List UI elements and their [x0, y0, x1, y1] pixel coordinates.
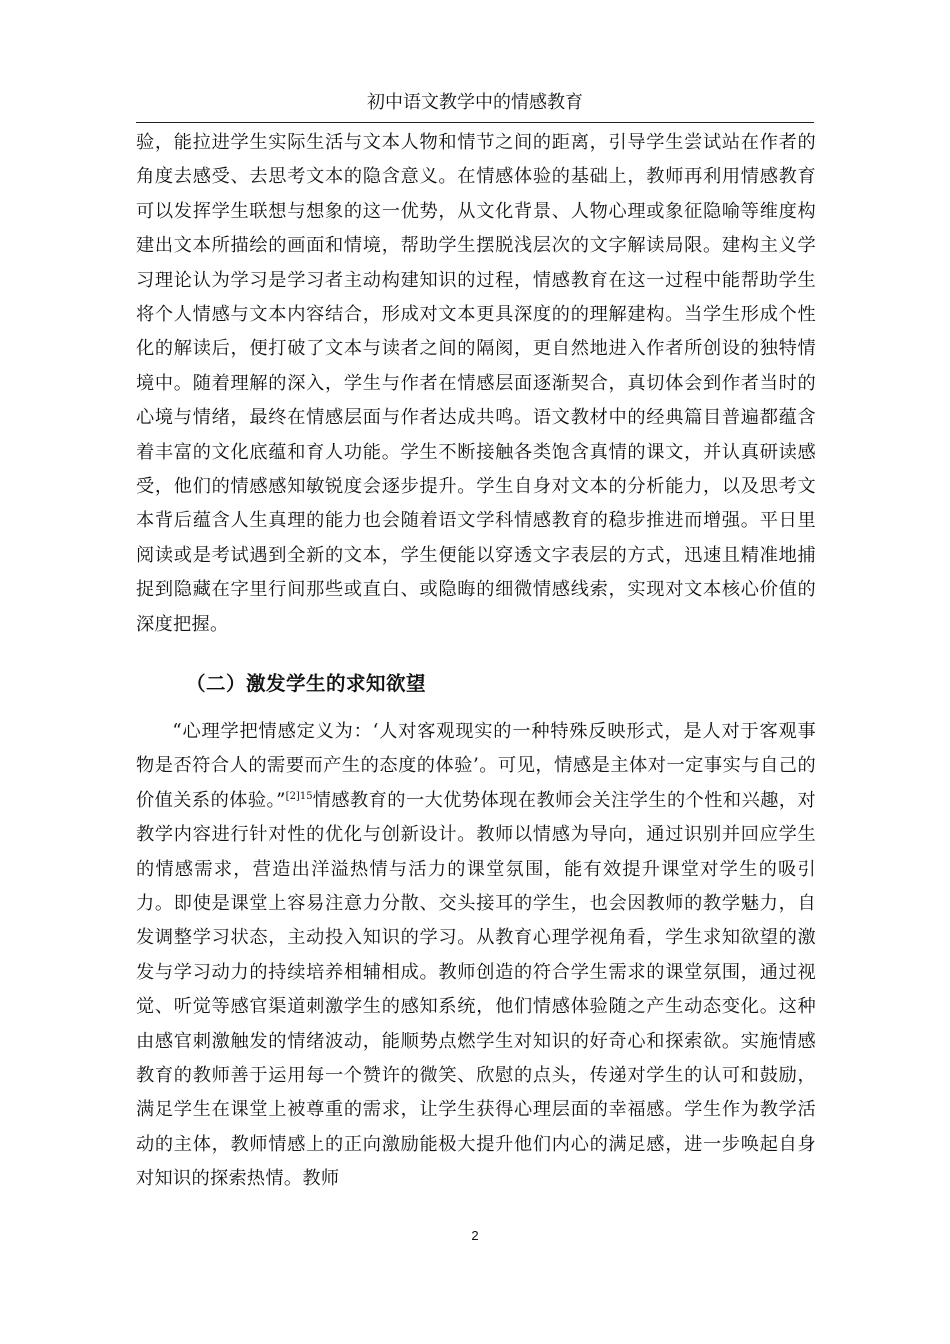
citation-reference: [2]15 [285, 790, 313, 802]
body-paragraph-2 [136, 715, 816, 1197]
running-header [136, 88, 814, 123]
page-number: 2 [471, 1228, 479, 1243]
paragraph-continuation: 情感教育的一大优势体现在教师会关注学生的个性和兴趣，对教学内容进行针对性的优化与创新设计。教师以情感为导向，通过识别并回应学生的情感需求，营造出洋溢热情与活力的课堂氛围，能有效提升课堂对学生的吸引力。即使是课堂上容易注意力分散、交头接耳的学生，也会因教师的教学魅力，自发调整学习状态，主动投入知识的学习。从教育心理学视角看，学生求知欲望的激发与学习动力的持续培养相辅相成。教师创造的符合学生需求的课堂氛围，通过视觉、听觉等感官渠道刺激学生的感知系统，他们情感体验随之产生动态变化。这种由感官刺激触发的情绪波动，能顺势点燃学生对知识的好奇心和探索欲。实施情感教育的教师善于运用每一个赞许的微笑、欣慰的点头，传递对学生的认可和鼓励，满足学生在课堂上被尊重的需求，让学生获得心理层面的幸福感。学生作为教学活动的主体，教师情感上的正向激励能极大提升他们内心的满足感，进一步唤起自身对知识的探索热情。教师 [136, 789, 816, 1190]
section-heading: （二）激发学生的求知欲望 [186, 672, 427, 695]
body-paragraph-1: 验，能拉进学生实际生活与文本人物和情节之间的距离，引导学生尝试站在作者的角度去感受、去思考文本的隐含意义。在情感体验的基础上，教师再利用情感教育可以发挥学生联想与想象的这一优势，从文化背景、人物心理或象征隐喻等维度构建出文本所描绘的画面和情境，帮助学生摆脱浅层次的文字解读局限。建构主义学习理论认为学习是学习者主动构建知识的过程，情感教育在这一过程中能帮助学生将个人情感与文本内容结合，形成对文本更具深度的的理解建构。当学生形成个性化的解读后，便打破了文本与读者之间的隔阂，更自然地进入作者所创设的独特情境中。随着理解的深入，学生与作者在情感层面逐渐契合，真切体会到作者当时的心境与情绪，最终在情感层面与作者达成共鸣。语文教材中的经典篇目普遍都蕴含着丰富的文化底蕴和育人功能。学生不断接触各类饱含真情的课文，并认真研读感受，他们的情感感知敏锐度会逐步提升。学生自身对文本的分析能力，以及思考文本背后蕴含人生真理的能力也会随着语文学科情感教育的稳步推进而增强。平日里阅读或是考试遇到全新的文本，学生便能以穿透文字表层的方式，迅速且精准地捕捉到隐藏在字里行间那些或直白、或隐晦的细微情感线索，实现对文本核心价值的深度把握。 [136, 132, 816, 635]
quotation-text: “心理学把情感定义为：‘人对客观现实的一种特殊反映形式，是人对于客观事物是否符合人的需要而产生的态度的体验’。可见，情感是主体对一定事实与自己的价值关系的体验。” [136, 721, 816, 811]
running-header-title: 初中语文教学中的情感教育 [367, 92, 583, 113]
